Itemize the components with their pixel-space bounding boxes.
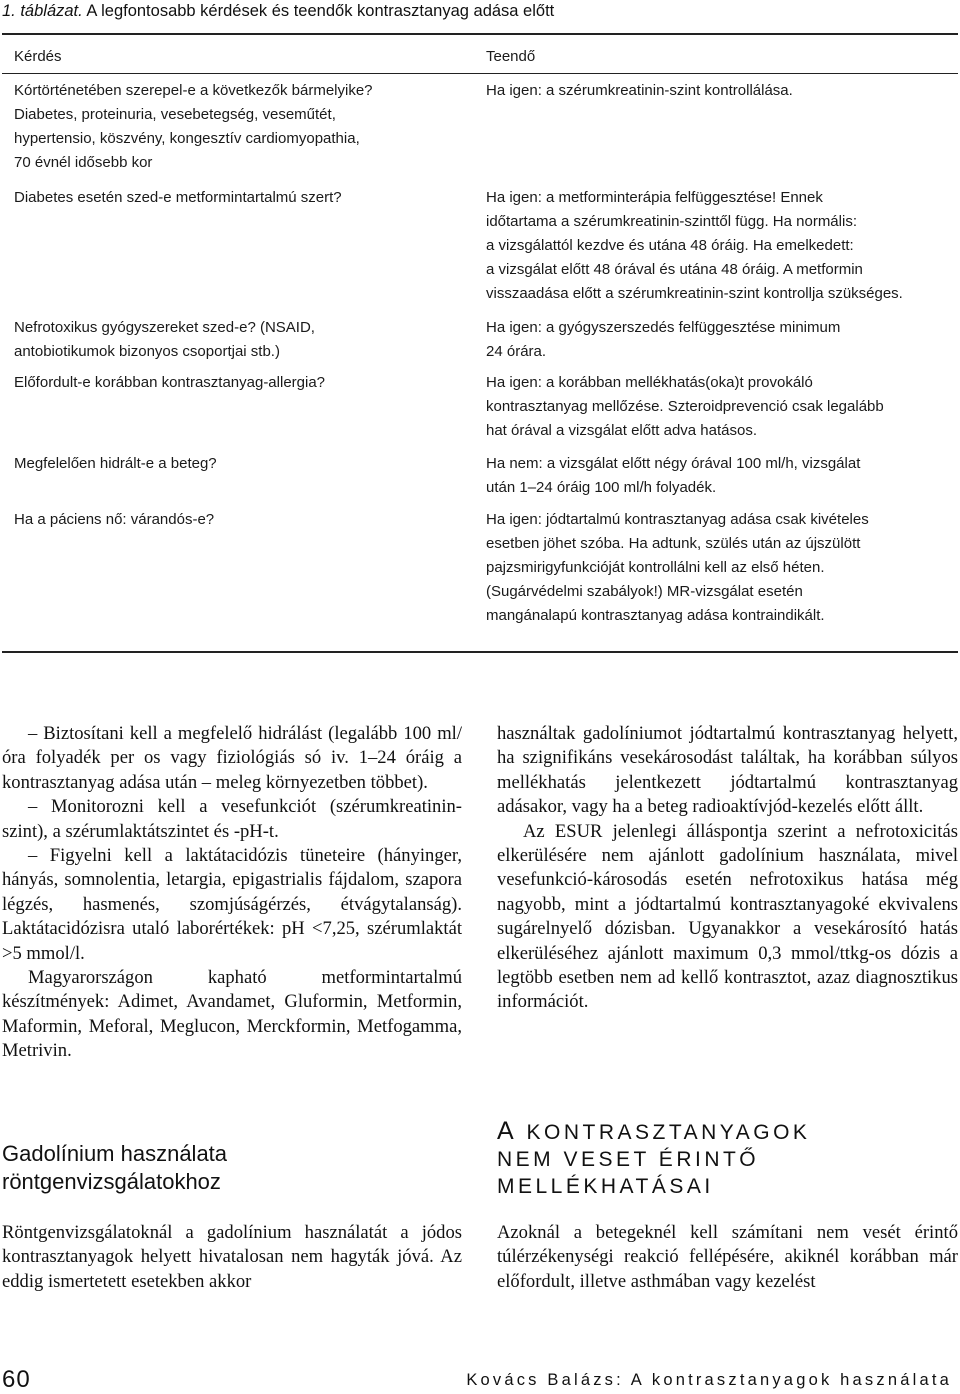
heading-initial: A: [497, 1117, 518, 1145]
table-row-action: Ha igen: a metforminterápia felfüggesztése! Ennek időtartama a szérumkreatinin-szinttől függ. Ha normális: a vizsgálattól kezdve és utána 48 óráig. Ha emelkedett: a vizsgálat előtt 48 órával és utána 48 óráig. A metformin visszaadása előtt a szérumkreatinin-szint kontrollja szükséges.: [486, 189, 903, 302]
table-header-divider: [2, 73, 958, 74]
paragraph: Magyarországon kapható metformintartalmú készítmények: Adimet, Avandamet, Gluformin, Metformin, Maformin, Meforal, Meglucon, Merckformin, Metfogamma, Metrivin.: [2, 967, 462, 1062]
right-column-text: [497, 722, 958, 1015]
heading-rest: KONTRASZTANYAGOK NEM VESET ÉRINTŐ MELLÉKHATÁSAI: [497, 1121, 811, 1198]
table-title: A legfontosabb kérdések és teendők kontrasztanyag adása előtt: [86, 2, 555, 20]
table-row-question: Előfordult-e korábban kontrasztanyag-allergia?: [14, 374, 326, 391]
paragraph: – Biztosítani kell a megfelelő hidrálást (legalább 100 ml/óra folyadék per os vagy fiziológiás só iv. 1–24 óráig a kontrasztanyag adása után – meleg környezetben többet).: [2, 723, 462, 793]
table-row-question: Diabetes esetén szed-e metformintartalmú szert?: [14, 189, 342, 206]
running-footer-title: Kovács Balázs: A kontrasztanyagok használata: [466, 1371, 952, 1389]
paragraph: Röntgenvizsgálatoknál a gadolínium használatát a jódos kontrasztanyagok helyett hivatalosan nem hagyták jóvá. Az eddig ismertetett esetekben akkor: [2, 1222, 462, 1292]
paragraph: használtak gadolíniumot jódtartalmú kontrasztanyag helyett, ha szignifikáns vesekárosodást találtak, ha korábban súlyos mellékhatás jelentkezett jódtartalmú kontrasztanyag adásakor, vagy ha a beteg radioaktívjód-kezelés előtt állt.: [497, 723, 958, 818]
table-header-action: Teendő: [486, 48, 536, 65]
table-row-action: Ha igen: a szérumkreatinin-szint kontrollálása.: [486, 82, 793, 99]
paragraph: – Monitorozni kell a vesefunkciót (szérumkreatinin-szint), a szérumlaktátszintet és -pH-t.: [2, 796, 462, 842]
page-number: 60: [2, 1366, 31, 1393]
table-header-question: Kérdés: [14, 48, 62, 65]
table-number: 1. táblázat.: [2, 2, 83, 20]
table-caption: [2, 2, 554, 21]
left-section-text: [2, 1221, 462, 1294]
table-row-action: Ha nem: a vizsgálat előtt négy órával 100 ml/h, vizsgálat után 1–24 óráig 100 ml/h folyadék.: [486, 455, 861, 496]
paragraph: Azoknál a betegeknél kell számítani nem vesét érintő túlérzékenységi reakció fellépésére, akiknél korábban már előfordult, illetve asthmában vagy kezelést: [497, 1222, 958, 1292]
right-section-text: [497, 1221, 958, 1294]
table-row-action: Ha igen: a korábban mellékhatás(oka)t provokáló kontrasztanyag mellőzése. Szteroidprevenció csak legalább hat órával a vizsgálat előtt adva hatásos.: [486, 374, 884, 439]
section-heading-gadolinium: Gadolínium használata röntgenvizsgálatokhoz: [2, 1141, 228, 1194]
paragraph: – Figyelni kell a laktátacidózis tüneteire (hányinger, hányás, somnolentia, letargia, epigastrialis fájdalom, szapora légzés, hasmenés, szomjúságérzés, étvágytalanság). Laktátacidózisra utaló laborértékek: pH <7,25, szérumlaktát >5 mmol/l.: [2, 845, 462, 964]
left-column-text: [2, 722, 462, 1064]
table-row-question: Megfelelően hidrált-e a beteg?: [14, 455, 217, 472]
table-row-action: Ha igen: a gyógyszerszedés felfüggesztése minimum 24 órára.: [486, 319, 841, 360]
section-heading-side-effects: [497, 1118, 957, 1200]
table-row-question: Ha a páciens nő: várandós-e?: [14, 511, 215, 528]
table-row-question: Kórtörténetében szerepel-e a következők bármelyike? Diabetes, proteinuria, vesebetegség, veseműtét, hypertensio, köszvény, kongesztív cardiomyopathia, 70 évnél idősebb kor: [14, 82, 373, 171]
questions-table: [2, 33, 958, 653]
table-row-action: Ha igen: jódtartalmú kontrasztanyag adása csak kivételes esetben jöhet szóba. Ha adtunk, szülés után az újszülött pajzsmirigyfunkcióját kontrollálni kell az első héten. (Sugárvédelmi szabályok!) MR-vizsgálat esetén mangánalapú kontrasztanyag adása kontraindikált.: [486, 511, 869, 624]
table-row-question: Nefrotoxikus gyógyszereket szed-e? (NSAID, antobiotikumok bizonyos csoportjai stb.): [14, 319, 315, 360]
paragraph: Az ESUR jelenlegi álláspontja szerint a nefrotoxicitás elkerülésére nem ajánlott gadolínium használata, mivel vesefunkció-károsodás esetén nefrotoxikus hatása még nagyobb, mint a jódtartalmú kontrasztanyagoké ekvivalens sugárelnyelő dózisban. Ugyanakkor a vesekárosító hatás elkerüléséhez ajánlott maximum 0,3 mmol/ttkg-os dózis a legtöbb esetben nem ad kellő kontrasztot, azaz diagnosztikus információt.: [497, 820, 958, 1013]
